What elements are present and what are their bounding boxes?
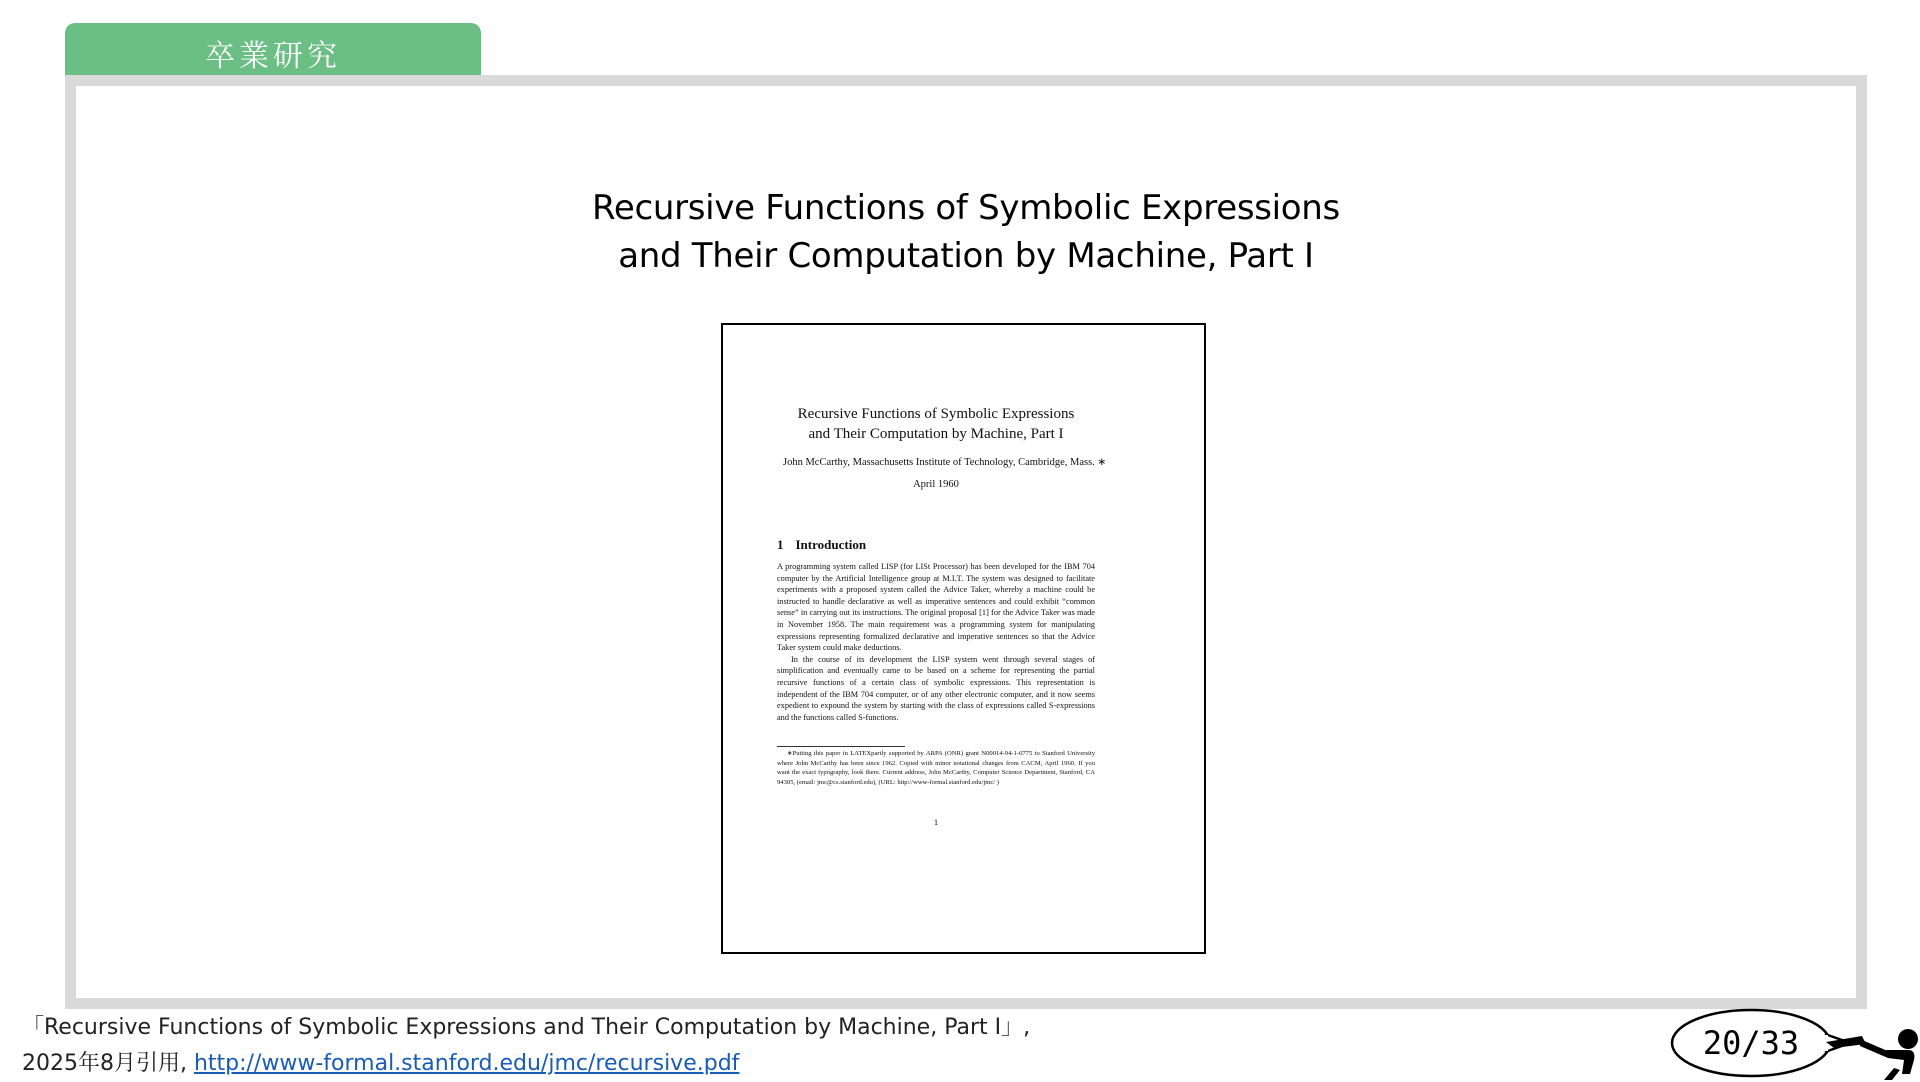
paper-paragraph-1: A programming system called LISP (for LISt Processor) has been developed for the IBM 704 computer by the Artificial Intelligence group at M.I.T. The system was designed to facilitate experiments with a proposed system called the Advice Taker, whereby a machine could be instructed to handle declarative as well as imperative sentences and could exhibit “common sense” in carrying out its instructions. The original proposal [1] for the Advice Taker was made in November 1958. The main requirement was a programming system for manipulating expressions representing formalized declarative and imperative sentences so that the Advice Taker system could make deductions. [777, 562, 1095, 653]
paper-title-line1: Recursive Functions of Symbolic Expressions [797, 406, 1075, 422]
paper-section-number: 1 [777, 537, 784, 552]
page-counter: 20/33 [1702, 1024, 1800, 1062]
citation-line1: 「Recursive Functions of Symbolic Expressions and Their Computation by Machine, Part I」, [22, 1015, 1031, 1040]
footnote-rule [777, 746, 905, 747]
citation-link[interactable]: http://www-formal.stanford.edu/jmc/recursive.pdf [193, 1051, 740, 1076]
paper-footnote: ∗Putting this paper in LATEXpartly supported by ARPA (ONR) grant N00014-94-1-0775 to Stanford University where John McCarthy has been since 1962. Copied with minor notational changes from CACM, April 1960. If you want the exact typography, look there. Current address, John McCarthy, Computer Science Department, Stanford, CA 94305, (email: jmc@cs.stanford.edu), (URL: http://www-formal.stanford.edu/jmc/ ) [777, 750, 1095, 787]
paper-title [723, 404, 1149, 444]
paper-date: April 1960 [913, 479, 959, 490]
slide-title-line2: and Their Computation by Machine, Part I [618, 236, 1314, 276]
citation-line2 [22, 1046, 1030, 1082]
pointing-figure-icon [1826, 1014, 1920, 1080]
citation [22, 1010, 1030, 1082]
slide-title [76, 184, 1856, 280]
slide-frame [65, 75, 1867, 1009]
section-tab: 卒業研究 [65, 23, 481, 77]
paper-section-title: Introduction [795, 537, 867, 552]
citation-date: 2025年8月引用, [22, 1051, 194, 1076]
paper-page-image [721, 323, 1206, 954]
paper-paragraph-2: In the course of its development the LISP system went through several stages of simplification and eventually came to be based on a scheme for representing the partial recursive functions of a certain class of symbolic expressions. This representation is independent of the IBM 704 computer, or of any other electronic computer, and it now seems expedient to expound the system by starting with the class of expressions called S-expressions and the functions called S-functions. [777, 654, 1095, 722]
slide-title-line1: Recursive Functions of Symbolic Expressions [592, 188, 1340, 228]
paper-author: John McCarthy, Massachusetts Institute of Technology, Cambridge, Mass. ∗ [783, 457, 1107, 468]
paper-title-line2: and Their Computation by Machine, Part I [808, 426, 1064, 442]
paper-section-heading [777, 537, 866, 553]
paper-page-number: 1 [933, 817, 939, 827]
paper-body [777, 561, 1095, 723]
